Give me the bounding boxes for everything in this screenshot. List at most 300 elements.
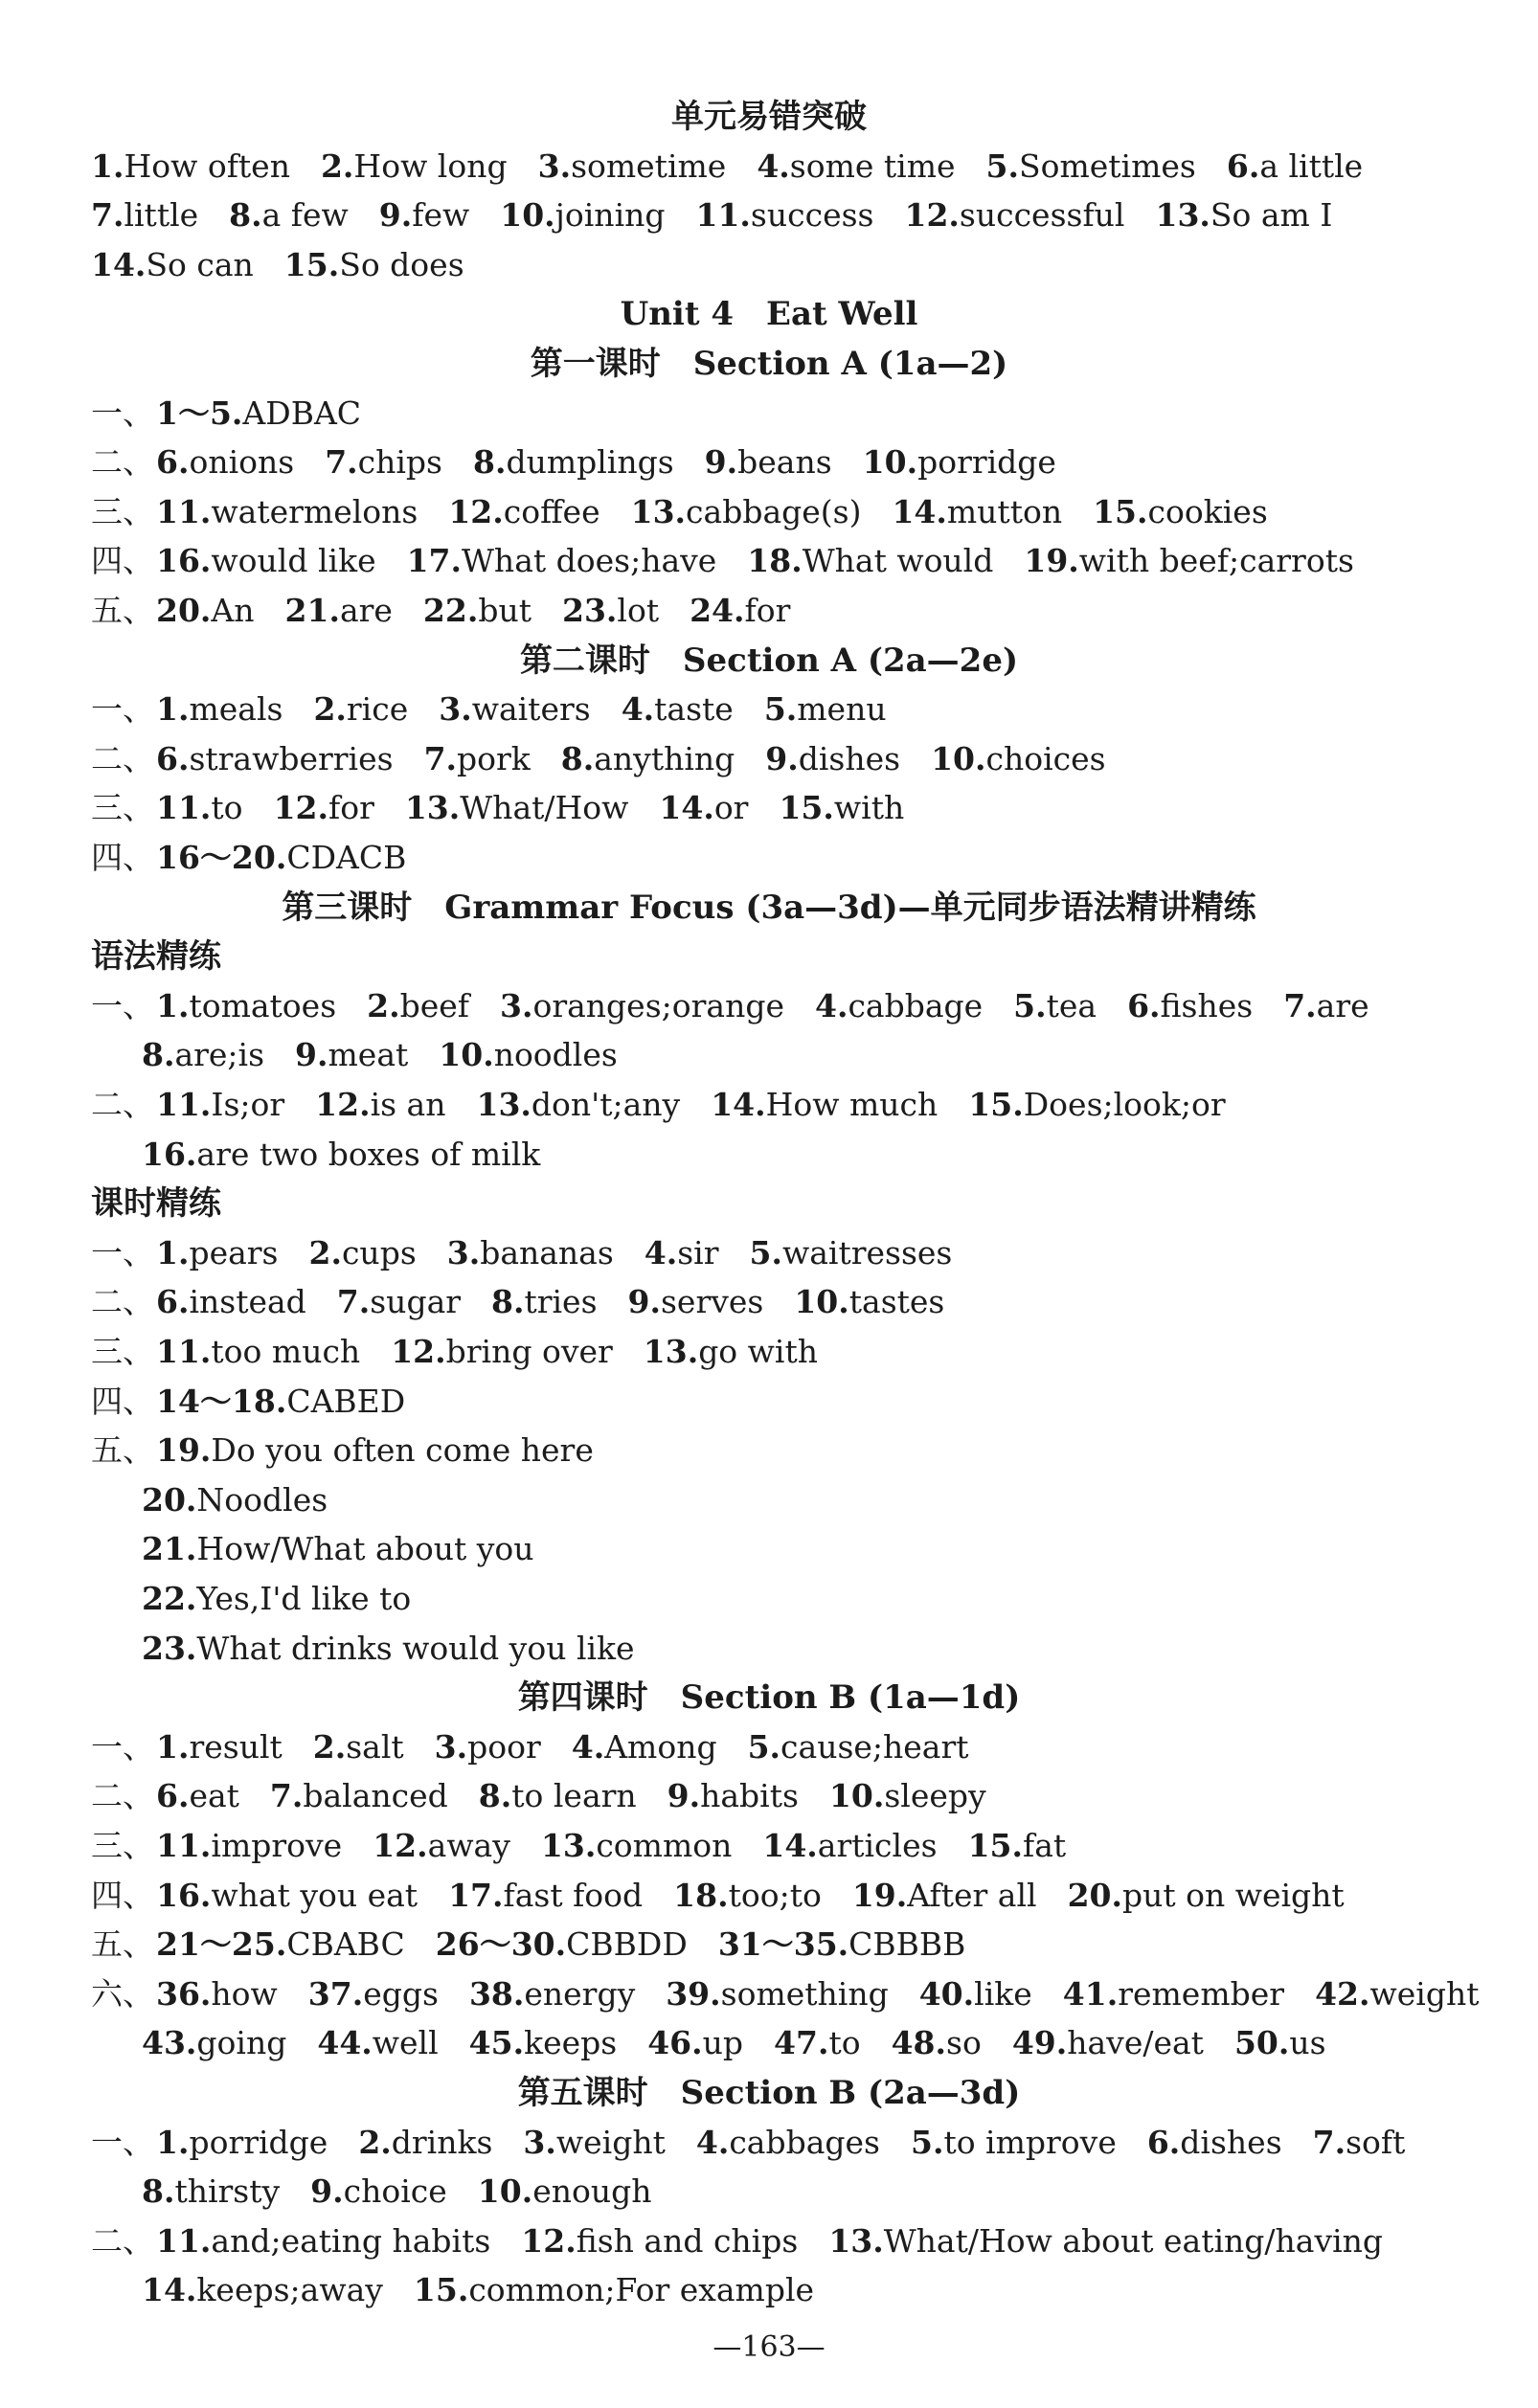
question-number: 2. bbox=[312, 1728, 347, 1766]
answer-item bbox=[156, 1975, 278, 2013]
answer-line bbox=[91, 835, 406, 881]
answer-item bbox=[561, 740, 735, 777]
answer-text: bring over bbox=[445, 1333, 613, 1370]
answer-text: Is;or bbox=[211, 1086, 285, 1123]
question-group-label: 五、 bbox=[91, 592, 154, 629]
answer-line bbox=[91, 1971, 1479, 2017]
question-number: 22. bbox=[422, 592, 479, 629]
answer-line bbox=[91, 1724, 969, 1770]
question-number: 10. bbox=[862, 443, 918, 481]
answer-item bbox=[705, 443, 832, 481]
section-heading: 第一课时 Section A (1a—2) bbox=[530, 345, 1008, 383]
question-number: 10. bbox=[439, 1036, 494, 1073]
section-heading: 第二课时 Section A (2a—2e) bbox=[519, 641, 1019, 680]
answer-text: keeps bbox=[524, 2024, 618, 2061]
answer-text: serves bbox=[660, 1283, 764, 1320]
question-number: 13. bbox=[540, 1827, 597, 1864]
question-number: 21. bbox=[284, 592, 340, 629]
answer-text: tastes bbox=[848, 1283, 945, 1320]
answer-text: a few bbox=[261, 196, 349, 234]
question-group-label: 六、 bbox=[91, 1975, 154, 2013]
answer-text: Do you often come here bbox=[211, 1431, 594, 1469]
question-group-label: 一、 bbox=[91, 394, 154, 432]
question-number: 44. bbox=[317, 2024, 373, 2061]
question-number: 8. bbox=[491, 1283, 525, 1320]
answer-item bbox=[892, 2024, 982, 2061]
question-number: 5. bbox=[747, 1728, 781, 1766]
question-number: 8. bbox=[142, 1036, 175, 1073]
question-number: 1. bbox=[156, 690, 190, 728]
answer-text: tea bbox=[1046, 987, 1097, 1024]
question-number: 10. bbox=[931, 740, 986, 777]
answer-text: ADBAC bbox=[242, 394, 362, 432]
answer-item bbox=[852, 1877, 1037, 1914]
answer-item bbox=[439, 690, 590, 728]
answer-item bbox=[750, 1234, 953, 1272]
answer-text: a little bbox=[1259, 147, 1364, 185]
answer-item bbox=[91, 246, 254, 283]
question-number: 13. bbox=[404, 789, 461, 826]
answer-text: joining bbox=[554, 196, 666, 234]
question-number: 2. bbox=[320, 147, 354, 185]
question-number: 8. bbox=[478, 1777, 512, 1814]
question-number: 43. bbox=[142, 2024, 197, 2061]
answer-line bbox=[91, 2120, 1405, 2166]
answer-text: CBABC bbox=[286, 1925, 405, 1963]
answer-item bbox=[439, 1036, 618, 1073]
question-number: 8. bbox=[560, 740, 595, 777]
answer-item bbox=[156, 1728, 283, 1766]
answer-item bbox=[156, 1383, 405, 1420]
section-heading: 第五课时 Section B (2a—3d) bbox=[517, 2074, 1021, 2112]
question-number: 13. bbox=[828, 2222, 884, 2260]
question-number: 9. bbox=[765, 740, 799, 777]
answer-text: What/How about eating/having bbox=[883, 2222, 1384, 2260]
answer-text: After all bbox=[907, 1877, 1037, 1914]
answer-item bbox=[156, 592, 255, 629]
answer-text: What would bbox=[802, 542, 994, 579]
answer-line bbox=[142, 1032, 618, 1078]
question-number: 6. bbox=[156, 740, 190, 777]
question-number: 16. bbox=[156, 1877, 212, 1914]
answer-text: fat bbox=[1022, 1827, 1067, 1864]
question-number: 14～18. bbox=[156, 1383, 287, 1420]
answer-text: poor bbox=[467, 1728, 541, 1766]
answer-item bbox=[337, 1283, 461, 1320]
sub-heading: 语法精练 bbox=[91, 937, 221, 976]
answer-item bbox=[156, 2222, 490, 2260]
question-number: 9. bbox=[310, 2172, 344, 2210]
answer-text: going bbox=[196, 2024, 287, 2061]
answer-line bbox=[142, 2020, 1326, 2066]
answer-item bbox=[491, 1283, 598, 1320]
answer-text: choices bbox=[985, 740, 1106, 777]
answer-item bbox=[774, 2024, 861, 2061]
question-number: 6. bbox=[156, 443, 190, 481]
answer-text: CBBDD bbox=[566, 1925, 688, 1963]
question-number: 9. bbox=[704, 443, 738, 481]
answer-line bbox=[91, 242, 464, 288]
answer-line bbox=[91, 785, 904, 831]
answer-item bbox=[313, 690, 408, 728]
answer-item bbox=[473, 443, 674, 481]
question-number: 15. bbox=[779, 789, 834, 826]
answer-item bbox=[321, 147, 508, 185]
question-number: 49. bbox=[1011, 2024, 1068, 2061]
answer-text: porridge bbox=[917, 443, 1056, 481]
question-number: 20. bbox=[156, 592, 212, 629]
question-number: 11. bbox=[695, 196, 751, 234]
question-number: 40. bbox=[918, 1975, 975, 2013]
answer-text: would like bbox=[211, 542, 376, 579]
answer-text: mutton bbox=[946, 493, 1063, 530]
question-number: 14. bbox=[762, 1827, 818, 1864]
question-number: 17. bbox=[406, 542, 463, 579]
answer-text: common;For example bbox=[468, 2271, 815, 2308]
answer-line bbox=[91, 1082, 1226, 1128]
answer-item bbox=[1068, 1877, 1345, 1914]
question-number: 13. bbox=[476, 1086, 532, 1123]
answer-item bbox=[469, 2024, 618, 2061]
question-number: 36. bbox=[156, 1975, 212, 2013]
answer-item bbox=[541, 1827, 732, 1864]
question-number: 42. bbox=[1315, 1975, 1370, 2013]
answer-item bbox=[156, 542, 376, 579]
question-number: 3. bbox=[446, 1234, 481, 1272]
question-group-label: 二、 bbox=[91, 1777, 154, 1814]
question-number: 1. bbox=[156, 2124, 190, 2161]
question-number: 13. bbox=[630, 493, 687, 530]
answer-text: enough bbox=[532, 2172, 652, 2210]
answer-item bbox=[156, 789, 243, 826]
answer-text: cookies bbox=[1147, 493, 1268, 530]
answer-item bbox=[156, 690, 283, 728]
answer-item bbox=[892, 493, 1062, 530]
question-number: 31～35. bbox=[717, 1925, 849, 1963]
answer-line bbox=[91, 1329, 818, 1375]
answer-item bbox=[500, 987, 784, 1024]
answer-line bbox=[91, 192, 1332, 238]
question-group-label: 二、 bbox=[91, 443, 154, 481]
answer-text: to learn bbox=[511, 1777, 637, 1814]
answer-line bbox=[142, 1526, 533, 1572]
answer-item bbox=[1283, 987, 1368, 1024]
answer-item bbox=[644, 1333, 818, 1370]
answer-text: salt bbox=[346, 1728, 404, 1766]
answer-item bbox=[156, 1234, 279, 1272]
answer-line bbox=[91, 1922, 965, 1968]
answer-item bbox=[764, 690, 887, 728]
question-number: 12. bbox=[904, 196, 960, 234]
answer-item bbox=[1012, 2024, 1204, 2061]
question-group-label: 四、 bbox=[91, 542, 154, 579]
answer-line bbox=[142, 1477, 328, 1523]
answer-text: cabbages bbox=[729, 2124, 880, 2161]
question-number: 11. bbox=[156, 1333, 212, 1370]
answer-text: fishes bbox=[1160, 987, 1254, 1024]
question-number: 26～30. bbox=[435, 1925, 567, 1963]
answer-text: like bbox=[974, 1975, 1032, 2013]
answer-text: fish and chips bbox=[576, 2222, 799, 2260]
answer-item bbox=[156, 394, 361, 432]
answer-text: instead bbox=[189, 1283, 306, 1320]
question-number: 1. bbox=[156, 1234, 190, 1272]
answer-item bbox=[156, 1877, 418, 1914]
answer-text: lot bbox=[617, 592, 660, 629]
answer-text: What does;have bbox=[462, 542, 717, 579]
section-heading: Unit 4 Eat Well bbox=[620, 295, 918, 333]
answer-text: dumplings bbox=[506, 443, 674, 481]
answer-item bbox=[968, 1086, 1225, 1123]
answer-item bbox=[156, 1283, 306, 1320]
answer-item bbox=[478, 2172, 652, 2210]
question-number: 6. bbox=[156, 1283, 190, 1320]
answer-line bbox=[91, 144, 1363, 190]
answer-text: CABED bbox=[286, 1383, 406, 1420]
question-group-label: 四、 bbox=[91, 1383, 154, 1420]
question-number: 14. bbox=[711, 1086, 766, 1123]
question-number: 11. bbox=[156, 2222, 212, 2260]
answer-item bbox=[667, 1777, 799, 1814]
question-number: 11. bbox=[156, 1086, 212, 1123]
question-number: 23. bbox=[142, 1630, 197, 1667]
answer-text: soft bbox=[1346, 2124, 1406, 2161]
question-number: 7. bbox=[423, 740, 458, 777]
answer-item bbox=[562, 592, 659, 629]
answer-text: result bbox=[189, 1728, 283, 1766]
answer-item bbox=[696, 196, 874, 234]
answer-item bbox=[317, 2024, 438, 2061]
question-number: 12. bbox=[315, 1086, 371, 1123]
question-number: 1～5. bbox=[156, 394, 243, 432]
answer-text: successful bbox=[959, 196, 1125, 234]
answer-item bbox=[523, 2124, 665, 2161]
section-heading: 第四课时 Section B (1a—1d) bbox=[517, 1678, 1021, 1717]
answer-text: but bbox=[478, 592, 532, 629]
answer-item bbox=[477, 1086, 681, 1123]
question-number: 48. bbox=[891, 2024, 947, 2061]
answer-text: beef bbox=[399, 987, 470, 1024]
question-number: 1. bbox=[156, 1728, 190, 1766]
question-group-label: 五、 bbox=[91, 1431, 154, 1469]
question-number: 2. bbox=[308, 1234, 342, 1272]
answer-item bbox=[91, 196, 198, 234]
answer-text: to bbox=[828, 2024, 861, 2061]
answer-text: and;eating habits bbox=[211, 2222, 491, 2260]
answer-item bbox=[156, 740, 394, 777]
answer-line bbox=[91, 1873, 1345, 1919]
answer-item bbox=[270, 1777, 448, 1814]
answer-item bbox=[156, 987, 336, 1024]
answer-item bbox=[479, 1777, 637, 1814]
question-number: 14. bbox=[892, 493, 947, 530]
answer-line bbox=[91, 538, 1354, 584]
question-number: 11. bbox=[156, 789, 212, 826]
question-number: 7. bbox=[1283, 987, 1317, 1024]
question-group-label: 一、 bbox=[91, 690, 154, 728]
answer-item bbox=[156, 1086, 284, 1123]
answer-text: us bbox=[1289, 2024, 1326, 2061]
answer-item bbox=[435, 1728, 541, 1766]
answer-text: put on weight bbox=[1121, 1877, 1345, 1914]
answer-text: menu bbox=[797, 690, 887, 728]
answer-line bbox=[142, 2267, 814, 2313]
section-heading: 第三课时 Grammar Focus (3a—3d)—单元同步语法精讲精练 bbox=[282, 889, 1256, 927]
answer-text: Sometimes bbox=[1019, 147, 1196, 185]
question-number: 12. bbox=[448, 493, 504, 530]
question-group-label: 二、 bbox=[91, 740, 154, 777]
question-group-label: 一、 bbox=[91, 987, 154, 1024]
answer-item bbox=[647, 2024, 743, 2061]
answer-item bbox=[919, 1975, 1032, 2013]
answer-text: articles bbox=[817, 1827, 938, 1864]
question-number: 7. bbox=[269, 1777, 304, 1814]
answer-item bbox=[424, 740, 531, 777]
answer-text: rice bbox=[346, 690, 409, 728]
question-number: 9. bbox=[378, 196, 413, 234]
question-number: 14. bbox=[659, 789, 714, 826]
answer-item bbox=[711, 1086, 938, 1123]
answer-text: for bbox=[744, 592, 791, 629]
answer-text: up bbox=[702, 2024, 744, 2061]
question-number: 21～25. bbox=[156, 1925, 287, 1963]
answer-item bbox=[308, 1975, 439, 2013]
answer-item bbox=[448, 1877, 643, 1914]
answer-text: with beef;carrots bbox=[1078, 542, 1354, 579]
question-number: 2. bbox=[358, 2124, 392, 2161]
answer-text: what you eat bbox=[211, 1877, 418, 1914]
question-number: 12. bbox=[391, 1333, 446, 1370]
answer-item bbox=[628, 1283, 764, 1320]
answer-text: waiters bbox=[471, 690, 591, 728]
answer-item bbox=[142, 1630, 635, 1667]
question-number: 47. bbox=[774, 2024, 829, 2061]
answer-text: weight bbox=[1369, 1975, 1480, 2013]
answer-item bbox=[1013, 987, 1097, 1024]
answer-text: tries bbox=[524, 1283, 598, 1320]
question-group-label: 三、 bbox=[91, 1827, 154, 1864]
answer-item bbox=[142, 1530, 533, 1567]
question-number: 9. bbox=[667, 1777, 701, 1814]
answer-line bbox=[91, 1823, 1066, 1869]
answer-text: few bbox=[412, 196, 470, 234]
answer-item bbox=[156, 1777, 239, 1814]
answer-item bbox=[666, 1975, 889, 2013]
answer-text: go with bbox=[698, 1333, 818, 1370]
answer-item bbox=[156, 2124, 328, 2161]
question-number: 6. bbox=[156, 1777, 190, 1814]
answer-item bbox=[142, 1136, 540, 1173]
answer-item bbox=[968, 1827, 1067, 1864]
answer-text: cups bbox=[341, 1234, 417, 1272]
question-number: 20. bbox=[1067, 1877, 1122, 1914]
answer-item bbox=[142, 2271, 383, 2308]
answer-item bbox=[828, 2222, 1383, 2260]
answer-item bbox=[156, 1333, 360, 1370]
page-number: —163— bbox=[712, 2330, 826, 2364]
answer-text: some time bbox=[789, 147, 956, 185]
answer-item bbox=[1227, 147, 1363, 185]
question-number: 19. bbox=[156, 1431, 212, 1469]
answer-text: little bbox=[124, 196, 199, 234]
answer-text: remember bbox=[1118, 1975, 1285, 2013]
answer-text: well bbox=[372, 2024, 439, 2061]
question-number: 8. bbox=[142, 2172, 175, 2210]
question-number: 6. bbox=[1146, 2124, 1181, 2161]
answer-item bbox=[142, 1481, 328, 1519]
answer-line bbox=[91, 2218, 1383, 2264]
answer-text: How much bbox=[765, 1086, 939, 1123]
question-number: 13. bbox=[1155, 196, 1210, 234]
answer-item bbox=[285, 592, 393, 629]
answer-text: meals bbox=[189, 690, 283, 728]
question-number: 15. bbox=[283, 246, 340, 283]
question-number: 7. bbox=[1312, 2124, 1346, 2161]
question-number: 17. bbox=[448, 1877, 504, 1914]
question-number: 37. bbox=[307, 1975, 364, 2013]
question-number: 10. bbox=[477, 2172, 533, 2210]
answer-text: so bbox=[946, 2024, 982, 2061]
question-number: 10. bbox=[794, 1283, 849, 1320]
answer-text: how bbox=[211, 1975, 278, 2013]
question-group-label: 二、 bbox=[91, 1086, 154, 1123]
answer-text: don't;any bbox=[531, 1086, 681, 1123]
answer-item bbox=[423, 592, 532, 629]
answer-text: thirsty bbox=[174, 2172, 281, 2210]
answer-item bbox=[815, 987, 983, 1024]
question-number: 5. bbox=[749, 1234, 782, 1272]
question-number: 15. bbox=[968, 1086, 1024, 1123]
answer-item bbox=[407, 542, 717, 579]
question-number: 19. bbox=[1024, 542, 1079, 579]
answer-text: success bbox=[750, 196, 874, 234]
question-number: 3. bbox=[537, 147, 572, 185]
answer-line bbox=[91, 391, 361, 437]
answer-item bbox=[1127, 987, 1253, 1024]
answer-text: CDACB bbox=[286, 839, 407, 876]
question-group-label: 二、 bbox=[91, 1283, 154, 1320]
question-number: 15. bbox=[967, 1827, 1023, 1864]
answer-text: watermelons bbox=[211, 493, 418, 530]
answer-line bbox=[91, 736, 1106, 782]
answer-line bbox=[142, 1576, 411, 1622]
question-number: 8. bbox=[229, 196, 262, 234]
answer-item bbox=[358, 2124, 492, 2161]
answer-item bbox=[156, 839, 406, 876]
answer-item bbox=[911, 2124, 1117, 2161]
answer-item bbox=[1234, 2024, 1326, 2061]
answer-text: choice bbox=[343, 2172, 447, 2210]
question-number: 11. bbox=[156, 1827, 212, 1864]
answer-item bbox=[469, 1975, 635, 2013]
answer-item bbox=[521, 2222, 798, 2260]
question-number: 16～20. bbox=[156, 839, 287, 876]
answer-text: dishes bbox=[1180, 2124, 1282, 2161]
question-group-label: 三、 bbox=[91, 789, 154, 826]
answer-text: noodles bbox=[493, 1036, 618, 1073]
answer-item bbox=[572, 1728, 717, 1766]
answer-item bbox=[904, 196, 1124, 234]
answer-text: CBBBB bbox=[848, 1925, 966, 1963]
answer-line bbox=[91, 1230, 952, 1276]
question-number: 38. bbox=[468, 1975, 525, 2013]
answer-text: something bbox=[720, 1975, 889, 2013]
answer-item bbox=[405, 789, 629, 826]
answer-item bbox=[794, 1283, 944, 1320]
question-number: 45. bbox=[468, 2024, 525, 2061]
answer-text: oranges;orange bbox=[532, 987, 784, 1024]
answer-item bbox=[391, 1333, 613, 1370]
